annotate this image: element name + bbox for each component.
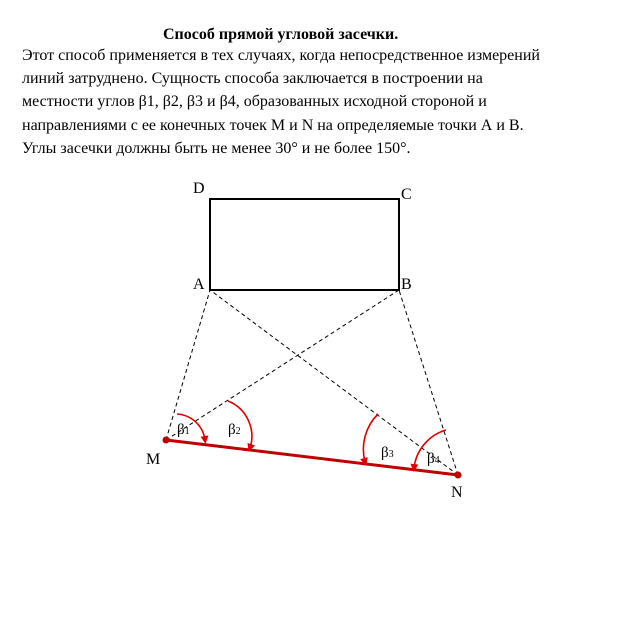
label-m: M bbox=[146, 451, 161, 468]
label-b: B bbox=[401, 276, 412, 293]
rectangle-abcd bbox=[210, 199, 399, 290]
label-d: D bbox=[193, 180, 205, 197]
label-beta4: β4 bbox=[427, 451, 440, 467]
paragraph-line-3: местности углов β1, β2, β3 и β4, образованных исходной стороной и bbox=[22, 93, 487, 111]
line-n-a bbox=[210, 290, 458, 475]
paragraph-line-1: Этот способ применяется в тех случаях, когда непосредственное измерений bbox=[22, 47, 540, 64]
label-n: N bbox=[451, 484, 463, 501]
paragraph-line-4: направлениями с ее конечных точек М и N на определяемые точки А и В. bbox=[22, 116, 524, 134]
dashed-directions bbox=[166, 290, 458, 475]
paragraph-line-2: линий затруднено. Сущность способа заключается в построении на bbox=[22, 70, 483, 88]
label-beta2: β2 bbox=[228, 422, 241, 438]
point-m-marker bbox=[163, 437, 170, 444]
baseline-mn bbox=[166, 440, 458, 475]
line-m-b bbox=[166, 290, 399, 440]
beta3-arc bbox=[363, 414, 378, 462]
page-title: Способ прямой угловой засечки. bbox=[163, 26, 399, 43]
label-c: C bbox=[401, 186, 412, 203]
label-beta3: β3 bbox=[381, 445, 394, 461]
line-n-b bbox=[399, 290, 458, 475]
label-a: A bbox=[193, 276, 205, 293]
paragraph-line-5: Углы засечки должны быть не менее 30° и не более 150°. bbox=[22, 139, 411, 157]
label-beta1: β1 bbox=[177, 422, 190, 438]
point-n-marker bbox=[455, 472, 462, 479]
